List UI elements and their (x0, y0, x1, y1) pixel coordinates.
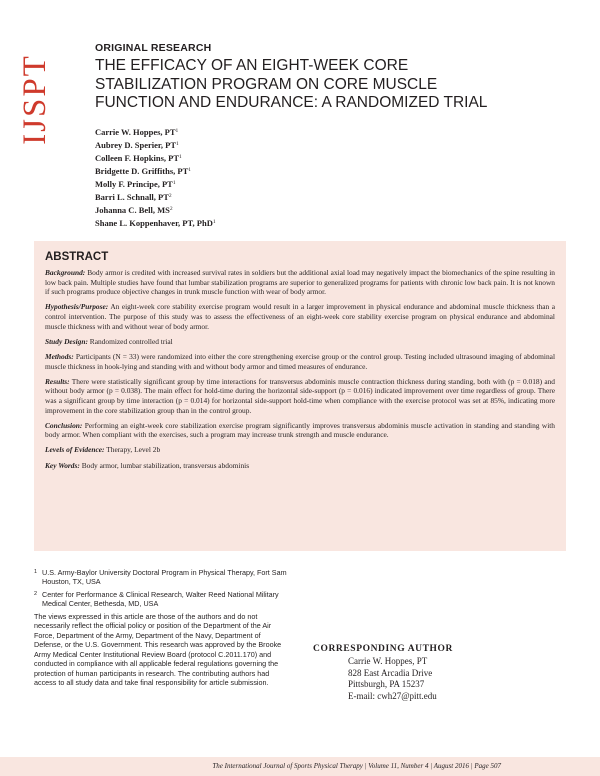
abstract-section-label: Levels of Evidence: (45, 445, 105, 455)
page-footer (0, 757, 600, 776)
author-affiliation-mark: 1 (176, 140, 179, 147)
abstract-section-text: Body armor is credited with increased survival rates in soldiers but the additional axial load may negatively impact the biomechanics of the spine resulting in low back pain. Multiple studies have found that lumbar stabilization programs are superior to generalized programs for patients with chronic low back pain. It is not known if such programs produce objective changes in trunk muscle function with wear of body armor. (45, 268, 555, 297)
abstract-section-text: Performing an eight-week core stabilization exercise program significantly improves transversus abdominis muscle activation in standing and standing with body armor. When compliant with the exercises, such a program may increase trunk strength and muscle endurance. (45, 420, 555, 440)
author-name: Barri L. Schnall, PT (95, 191, 169, 202)
author-list (95, 125, 575, 229)
corresponding-heading: CORRESPONDING AUTHOR (313, 644, 453, 654)
author-entry (95, 125, 575, 138)
author-affiliation-mark: 1 (175, 127, 179, 134)
title-line: STABILIZATION PROGRAM ON CORE MUSCLE (95, 75, 438, 93)
author-affiliation-mark: 1 (212, 218, 216, 225)
abstract-conclusion (45, 421, 555, 440)
abstract-heading: ABSTRACT (45, 251, 109, 263)
abstract-section-text: Body armor, lumbar stabilization, transversus abdominis (81, 460, 250, 470)
author-affiliation-mark: 1 (188, 166, 191, 173)
abstract-hypothesis (45, 302, 555, 331)
abstract-levels-of-evidence (45, 445, 555, 455)
abstract-study-design (45, 337, 555, 347)
author-entry (95, 177, 575, 190)
author-entry (95, 216, 575, 229)
author-affiliation-mark: 2 (169, 205, 173, 212)
corresponding-author (313, 644, 543, 702)
journal-logo (16, 40, 53, 158)
author-name: Colleen F. Hopkins, PT (95, 152, 179, 163)
abstract-section-label: Conclusion: (45, 420, 83, 430)
abstract-section-text: Participants (N = 33) were randomized into either the core strengthening exercise group or the control group. Testing included ultrasound imaging of abdominal muscle thickness in hook-lying and standing with and without body armor and timed measures of endurance. (45, 351, 555, 371)
author-name: Shane L. Koppenhaver, PT, PhD (95, 217, 213, 228)
abstract-background (45, 268, 555, 297)
author-affiliation-mark: 1 (179, 153, 182, 160)
abstract-results (45, 377, 555, 415)
author-name: Bridgette D. Griffiths, PT (95, 165, 189, 176)
affiliation-number: 2 (34, 590, 38, 597)
title-line: THE EFFICACY OF AN EIGHT-WEEK CORE (95, 57, 409, 74)
section-label: ORIGINAL RESEARCH (95, 42, 212, 54)
corresponding-email[interactable]: E-mail: cwh27@pitt.edu (348, 690, 437, 701)
abstract-section-label: Methods: (45, 351, 74, 361)
abstract-section-text: An eight-week core stability exercise program would result in a larger improvement in physical endurance and abdominal muscle thickness than a control intervention. The purpose of this study was to assess the effectiveness of an eight-week core stability exercise program on physical endurance and abdominal muscle thickness with and without wear of body armor. (45, 302, 555, 331)
abstract-section-label: Hypothesis/Purpose: (45, 302, 109, 312)
author-name: Aubrey D. Sperier, PT (95, 139, 176, 150)
author-entry (95, 151, 575, 164)
author-name: Carrie W. Hoppes, PT (95, 126, 176, 137)
article-title (95, 57, 575, 113)
abstract-section-label: Study Design: (45, 336, 88, 346)
footer-text: The International Journal of Sports Physical Therapy | Volume 11, Number 4 | August 2016 | Page 507 (212, 762, 501, 770)
corresponding-city: Pittsburgh, PA 15237 (348, 679, 425, 689)
author-entry (95, 164, 575, 177)
affiliation-item (34, 568, 289, 587)
affiliations (34, 568, 289, 612)
abstract-key-words (45, 461, 555, 471)
abstract-section-label: Results: (45, 376, 70, 386)
corresponding-street: 828 East Arcadia Drive (348, 667, 433, 678)
affiliation-item (34, 590, 289, 609)
author-affiliation-mark: 2 (168, 192, 172, 199)
journal-mark-text: IJSPT (16, 53, 53, 145)
author-entry (95, 138, 575, 151)
author-entry (95, 190, 575, 203)
abstract-section-text: There were statistically significant group by time interactions for transversus abdominis muscle contraction thickness during standing, both with (p = 0.018) and without body armor (p = 0.038). The main effect for hold-time during the horizontal side-support (p = 0.016) indicated improvement over time regardless of group. There was a significant group by time interaction (p = 0.014) for horizontal side-support hold-time when compliance with the exercise protocol was set at 85%, indicating more improvement in the core stabilization group than in the control group. (45, 376, 555, 415)
corresponding-name: Carrie W. Hoppes, PT (348, 656, 428, 666)
affiliation-number: 1 (34, 569, 38, 575)
abstract-section-label: Key Words: (45, 460, 80, 470)
author-name: Molly F. Principe, PT (95, 178, 173, 189)
author-entry (95, 203, 575, 216)
title-line: FUNCTION AND ENDURANCE: A RANDOMIZED TRIAL (95, 94, 488, 111)
author-affiliation-mark: 1 (172, 179, 176, 186)
abstract-section-text: Randomized controlled trial (89, 336, 173, 346)
affiliation-text: Center for Performance & Clinical Research, Walter Reed National Military Medical Center, Bethesda, MD, USA (42, 589, 279, 609)
abstract-section-text: Therapy, Level 2b (106, 445, 161, 455)
abstract-methods (45, 352, 555, 371)
author-name: Johanna C. Bell, MS (95, 204, 170, 215)
affiliation-text: U.S. Army-Baylor University Doctoral Program in Physical Therapy, Fort Sam Houston, TX, USA (42, 568, 287, 587)
article-header (95, 42, 575, 229)
abstract-box (34, 241, 566, 551)
disclaimer: The views expressed in this article are those of the authors and do not necessarily reflect the official policy or position of the Department of the Air Force, Department of the Army, Department of the Navy, Department of Defense, or the U.S. Government. This research was approved by the Brooke Army Medical Center Institutional Review Board (protocol C.2011.170) and conducted in compliance with all applicable federal regulations governing the protection of human participants in research. The contributing authors had access to all study data and take final responsibility for article submission. (34, 612, 282, 688)
abstract-section-label: Background: (45, 268, 86, 277)
